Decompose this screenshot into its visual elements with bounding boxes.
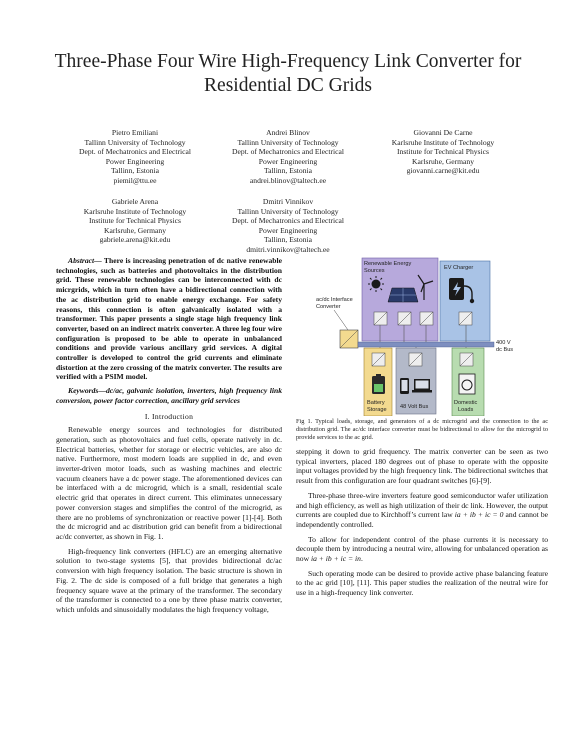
author-location: Karlsruhe, Germany [104, 225, 166, 235]
author-department: Institute for Technical Physics [397, 147, 489, 157]
right-paragraph-3 [296, 535, 548, 564]
author-email: piemil@ttu.ee [113, 175, 157, 185]
right-paragraph-4: Such operating mode can be desired to provide active phase balancing feature to the ac grid [10], [11]. This paper studies the realization of the neutral wire for use in a high-frequency link converter. [296, 568, 548, 598]
keywords-text: dc/ac, galvanic isolation, inverters, high frequency link conversion, power factor correction, ancillary grid services [56, 386, 282, 405]
author-email: dmitri.vinnikov@taltech.ee [246, 244, 330, 254]
author-affiliation: Karlsruhe Institute of Technology [83, 206, 187, 216]
right-paragraph-3-text: To allow for independent control of the phase currents it is necessary to decouple them by introducing a neutral wire, allowing for unbalanced operation as now [296, 534, 548, 564]
renewable-sources-label: Renewable Energy [364, 261, 412, 267]
section-heading: I. Introduction [144, 411, 194, 421]
author-department: Dept. of Mechatronics and Electrical [232, 216, 344, 226]
abstract-lead: Abstract— [68, 256, 102, 265]
author-email: gabriele.arena@kit.edu [99, 235, 171, 245]
keywords-lead: Keywords— [68, 386, 106, 396]
bus-48v-label: 48 Volt Bus [400, 404, 429, 410]
intro-paragraph-2: High-frequency link converters (HFLC) are an emerging alternative solution to two-stage systems [5], that provides bidirectional dc/ac conversion with high frequency isolation. The basic structure is shown in Fig. 2. The dc side is composed of a full bridge that generates a high frequency square wave at the primary of the transformer. The secondary of the transformer is connected to a one by three phase matrix converter, which unfolds and sinusoidally modulates the high frequency voltage, [56, 546, 282, 614]
ev-charger-label: EV Charger [444, 265, 474, 271]
author-block-3 [368, 128, 518, 176]
keywords [56, 386, 282, 405]
abstract-text: There is increasing penetration of dc native renewable technologies, such as batteries and photovoltaics in the distribution grid. These renewable technologies can be interconnected with dc micrgrids, which in turn often have a bidirectional connection with the ac distribution grid to enable energy exchange. For safety reasons, this connection is often galvanically isolated with a transformer. This paper presents a single stage high frequency link converter, based on an indirect matrix converter. A three leg four wire configuration is proposed to be able to operate in unbalanced conditions and provide various ancillary grid services. A digital controller is developed to control the grid currents and eliminate distortion at the zero crossing of the matrix converter. The results are verified with a PSIM model. [56, 256, 283, 382]
laptop-icon [412, 379, 432, 393]
ev-charger-box [440, 261, 490, 341]
author-affiliation: Tallinn University of Technology [237, 137, 339, 147]
right-paragraph-2-text: Three-phase three-wire inverters feature good semiconductor wafer utilization and high efficiency, as well as high utilization of their dc link. However, the output currents are coupled due to Kirchhoff’s current law [296, 490, 548, 520]
kcl-equation: ia + ib + ic = 0 [454, 510, 504, 520]
right-paragraph-3-end: . [360, 554, 363, 564]
author-block-4 [60, 197, 210, 245]
right-paragraph-2-end: and cannot be independently controlled. [296, 510, 548, 529]
abstract [56, 256, 282, 382]
washing-machine-icon [459, 374, 475, 394]
author-affiliation: Tallinn University of Technology [84, 137, 186, 147]
author-department: Institute for Technical Physics [89, 216, 181, 226]
renewable-sources-label-2: Sources [364, 268, 385, 274]
battery-storage-label: Battery [367, 400, 385, 406]
right-column [296, 447, 548, 598]
interface-label-2: Converter [316, 304, 341, 310]
author-affiliation: Tallinn University of Technology [237, 206, 339, 216]
interface-label: ac/dc Interface [316, 297, 353, 303]
author-department: Power Engineering [105, 156, 165, 166]
phone-icon [400, 378, 409, 394]
right-paragraph-2 [296, 491, 548, 530]
author-department: Power Engineering [258, 156, 318, 166]
author-block-1 [60, 128, 210, 186]
author-name: Dmitri Vinnikov [262, 197, 314, 206]
author-department: Dept. of Mechatronics and Electrical [232, 147, 344, 157]
left-column [56, 256, 282, 615]
author-name: Gabriele Arena [111, 197, 159, 206]
figure-1-caption: Fig 1. Typical loads, storage, and generators of a dc microgrid and the connection to the ac distribution grid. The ac/dc interface converter must be bidirectional to allow for the microgrid to provide services to the ac grid. [296, 418, 548, 441]
author-location: Tallinn, Estonia [264, 235, 312, 245]
solar-panel-icon [388, 288, 418, 302]
neutral-equation: ia + ib + ic = in [310, 554, 361, 564]
author-block-5 [213, 197, 363, 255]
dc-bus-400v [358, 342, 494, 347]
figure-1-diagram [296, 256, 548, 416]
author-department: Power Engineering [258, 225, 318, 235]
right-paragraph-1: stepping it down to grid frequency. The matrix converter can be seen as two typical inverters, placed 180 degrees out of phase to operate with the opposite input voltages provided by the high frequency link. The bidirectional switches that result from this configuration are four quadrant switches [6]-[9]. [296, 447, 548, 486]
battery-icon [372, 374, 385, 394]
author-location: Tallinn, Estonia [111, 166, 159, 176]
author-location: Karlsruhe, Germany [412, 156, 474, 166]
intro-paragraph-1: Renewable energy sources and technologies for distributed generation, such as photovoltaics and fuel cells, operate natively in dc. Electrical batteries, whether for storage or electric vehicles, are also dc native. Furthermore, most modern loads are supplied in dc, and even inverter-driven motor loads, such as washing machines and electric vacuum cleaners have a dc power stage. The aforementioned devices can be interfaced with a dc microgrid, which is a small, residential scale electric grid that operates in direct current. This eliminates unnecessary power conversion stages and simplifies the control of the microgrid, as there are no problems of synchronization or reactive power [1]-[4]. Both the dc microgrid and ac distribution grid can benefit from a bidirectional ac/dc converter, as shown in Fig. 1. [56, 425, 282, 541]
author-name: Giovanni De Carne [413, 128, 473, 137]
author-email: giovanni.carne@kit.edu [406, 166, 480, 176]
author-email: andrei.blinov@taltech.ee [249, 175, 327, 185]
dc-bus-400v-label: 400 V [496, 340, 511, 346]
paper-title: Three-Phase Four Wire High-Frequency Link Converter for Residential DC Grids [54, 51, 522, 96]
author-department: Dept. of Mechatronics and Electrical [79, 147, 191, 157]
author-affiliation: Karlsruhe Institute of Technology [391, 137, 495, 147]
domestic-loads-label-2: Loads [458, 407, 474, 413]
author-name: Andrei Blinov [266, 128, 310, 137]
battery-storage-label-2: Storage [367, 407, 387, 413]
domestic-loads-label: Domestic [454, 400, 478, 406]
author-block-2 [213, 128, 363, 186]
author-name: Pietro Emiliani [111, 128, 159, 137]
author-location: Tallinn, Estonia [264, 166, 312, 176]
dc-bus-400v-label-2: dc Bus [496, 347, 514, 353]
